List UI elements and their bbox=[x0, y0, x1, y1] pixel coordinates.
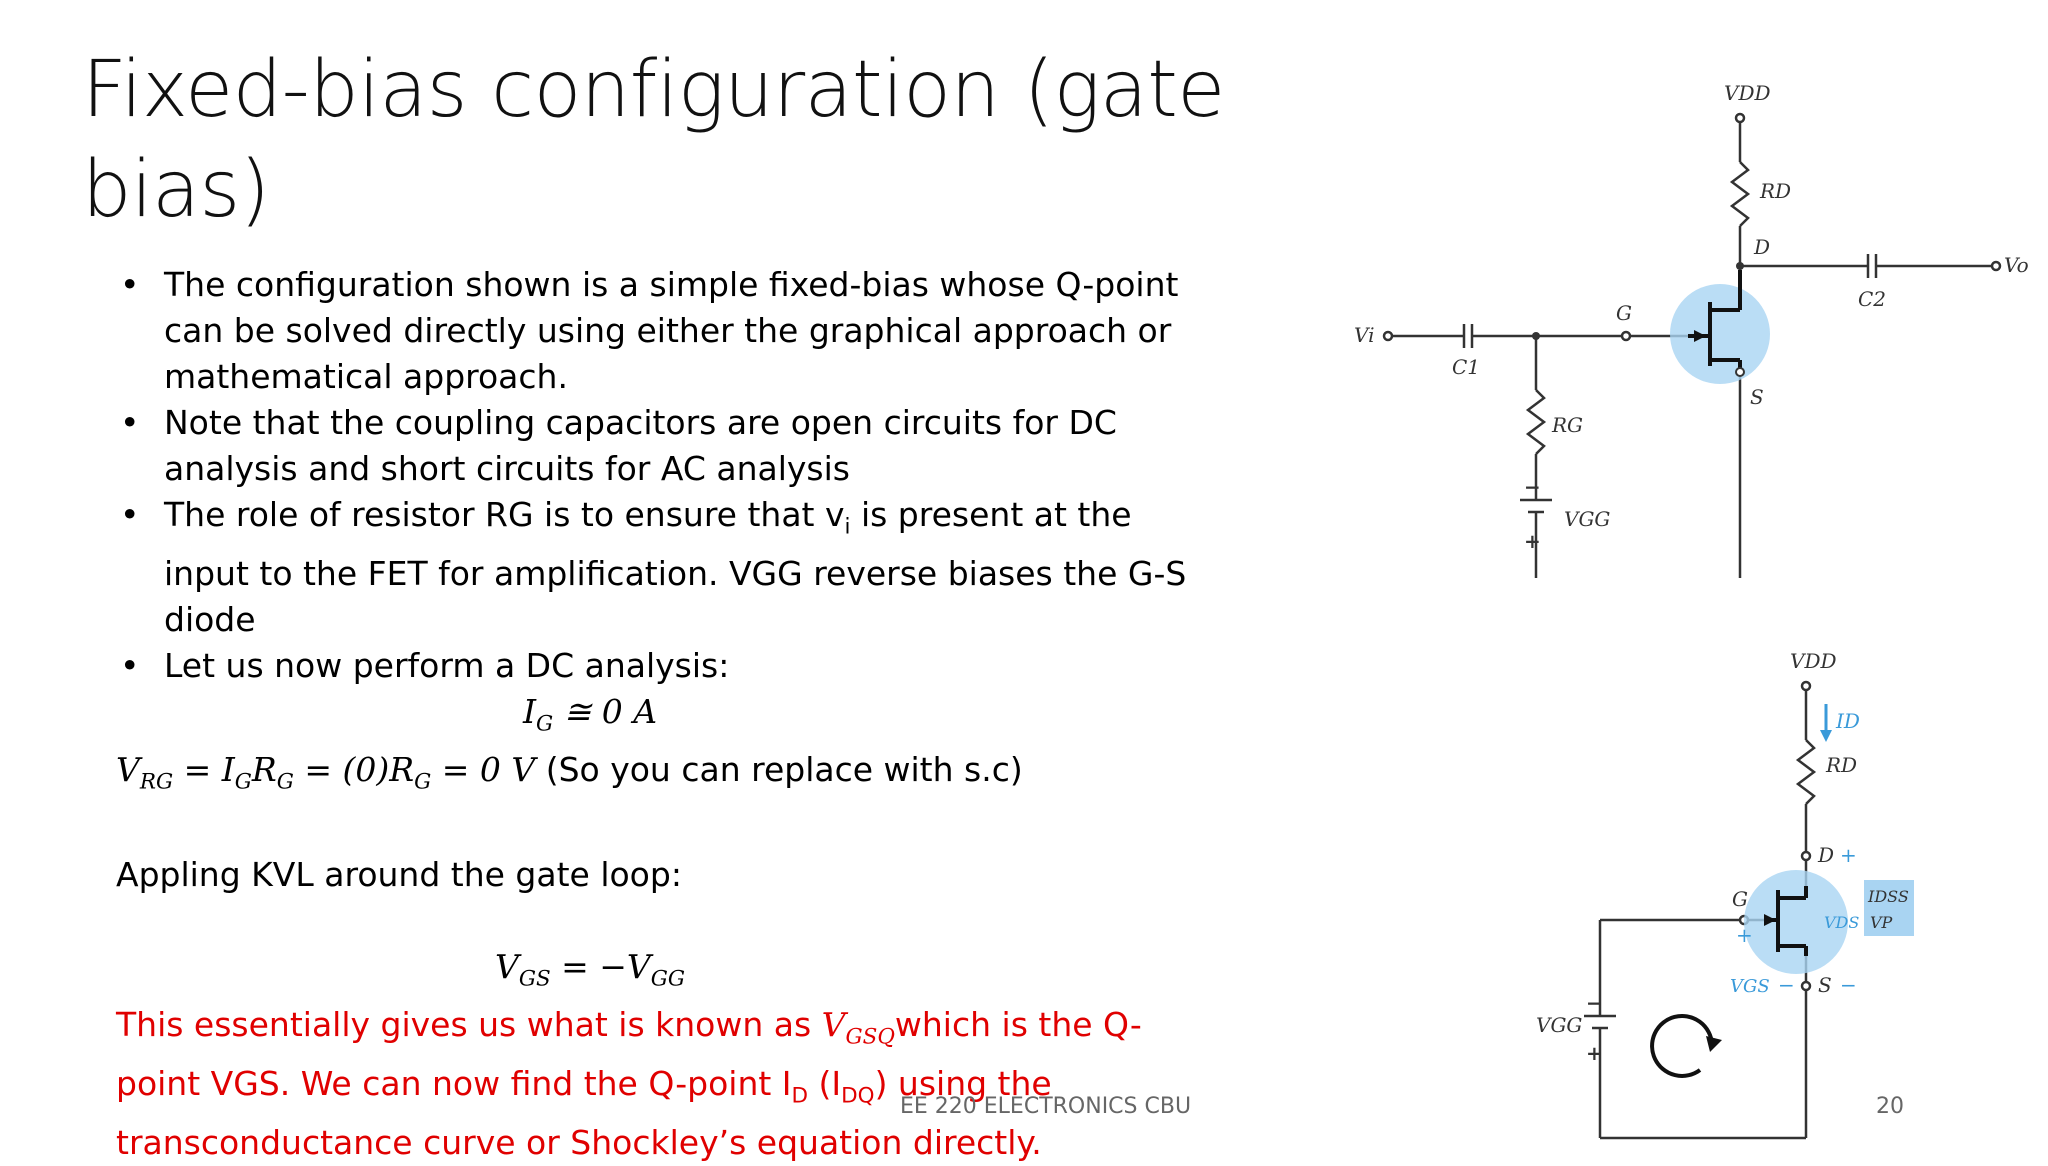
equation-ig: $I_G$ ≅ 0 A bbox=[522, 691, 658, 737]
label-vgs: VGS bbox=[1730, 976, 1770, 997]
gate-loop-circuit-diagram bbox=[1500, 640, 1960, 1140]
bullet-text: Let us now perform a DC analysis: bbox=[164, 645, 730, 685]
equation-vgs: $V_{GS} = -V_{GG}$ bbox=[494, 946, 686, 992]
bullet-list bbox=[116, 262, 1196, 689]
label-rd: RD bbox=[1760, 179, 1792, 203]
bullet-text: The configuration shown is a simple fixed-bias whose Q-point can be solved directly using either the graphical approach or mathematical approach. bbox=[164, 265, 1179, 396]
label-vdd: VDD bbox=[1790, 649, 1837, 673]
page-number: 20 bbox=[1876, 1094, 1904, 1119]
equation-vrg: $V_{RG} = I_GR_G = (0)R_G = 0$ V (So you can replace with s.c) bbox=[116, 750, 1023, 795]
label-vgg: VGG bbox=[1536, 1013, 1583, 1037]
label-id: ID bbox=[1836, 709, 1860, 733]
label-d: D bbox=[1754, 235, 1771, 259]
bullet-item bbox=[164, 492, 1196, 643]
label-vi: Vi bbox=[1354, 323, 1375, 347]
bullet-item bbox=[164, 262, 1196, 400]
fet-highlight bbox=[1670, 284, 1770, 384]
label-minus-vgs: − bbox=[1778, 973, 1795, 997]
label-vo: Vo bbox=[2004, 253, 2029, 277]
red-conclusion: This essentially gives us what is known as $V_{GSQ}which$ is the Q-point VGS. We can now find the Q-point $I_D$ $(I_{DQ})$ using the transconductance curve or Shockley’s equation directly. bbox=[116, 1005, 1142, 1162]
label-g: G bbox=[1732, 887, 1748, 911]
label-vds: VDS bbox=[1824, 913, 1860, 932]
bullet-text: Note that the coupling capacitors are open circuits for DC analysis and short circuits for AC analysis bbox=[164, 403, 1117, 488]
label-plus: + bbox=[1524, 529, 1541, 553]
label-rg: RG bbox=[1552, 413, 1584, 437]
slide-footer: EE 220 ELECTRONICS CBU bbox=[900, 1094, 1192, 1119]
label-minus-s: − bbox=[1840, 973, 1857, 997]
fixed-bias-circuit-diagram bbox=[1340, 70, 2048, 590]
slide-body bbox=[116, 262, 1196, 1166]
label-idss: IDSS bbox=[1868, 887, 1909, 906]
equation-note: (So you can replace with s.c) bbox=[535, 750, 1023, 790]
bullet-item bbox=[164, 400, 1196, 492]
kvl-line: Appling KVL around the gate loop: bbox=[116, 854, 682, 894]
label-plus-d: + bbox=[1840, 843, 1857, 867]
bullet-item bbox=[164, 643, 1196, 689]
label-s: S bbox=[1750, 385, 1764, 409]
subscript: i bbox=[844, 514, 851, 540]
label-g: G bbox=[1616, 301, 1632, 325]
label-rd: RD bbox=[1826, 753, 1858, 777]
label-vp: VP bbox=[1870, 913, 1893, 932]
label-c1: C1 bbox=[1452, 355, 1481, 379]
label-minus: − bbox=[1524, 475, 1541, 499]
slide-title: Fixed-bias configuration (gate bias) bbox=[82, 45, 1225, 235]
label-plus-g: + bbox=[1736, 923, 1753, 947]
label-vgg: VGG bbox=[1564, 507, 1611, 531]
label-d: D bbox=[1818, 843, 1835, 867]
label-minus-vgg: − bbox=[1586, 991, 1603, 1015]
label-c2: C2 bbox=[1858, 287, 1887, 311]
loop-arrow-icon bbox=[1652, 1016, 1712, 1076]
label-vdd: VDD bbox=[1724, 81, 1771, 105]
label-s: S bbox=[1818, 973, 1832, 997]
bullet-text: is present at the input to the FET for amplification. VGG reverse biases the G-S diode bbox=[164, 495, 1187, 639]
bullet-text: The role of resistor RG is to ensure that v bbox=[164, 495, 845, 534]
label-plus-vgg: + bbox=[1586, 1041, 1603, 1065]
